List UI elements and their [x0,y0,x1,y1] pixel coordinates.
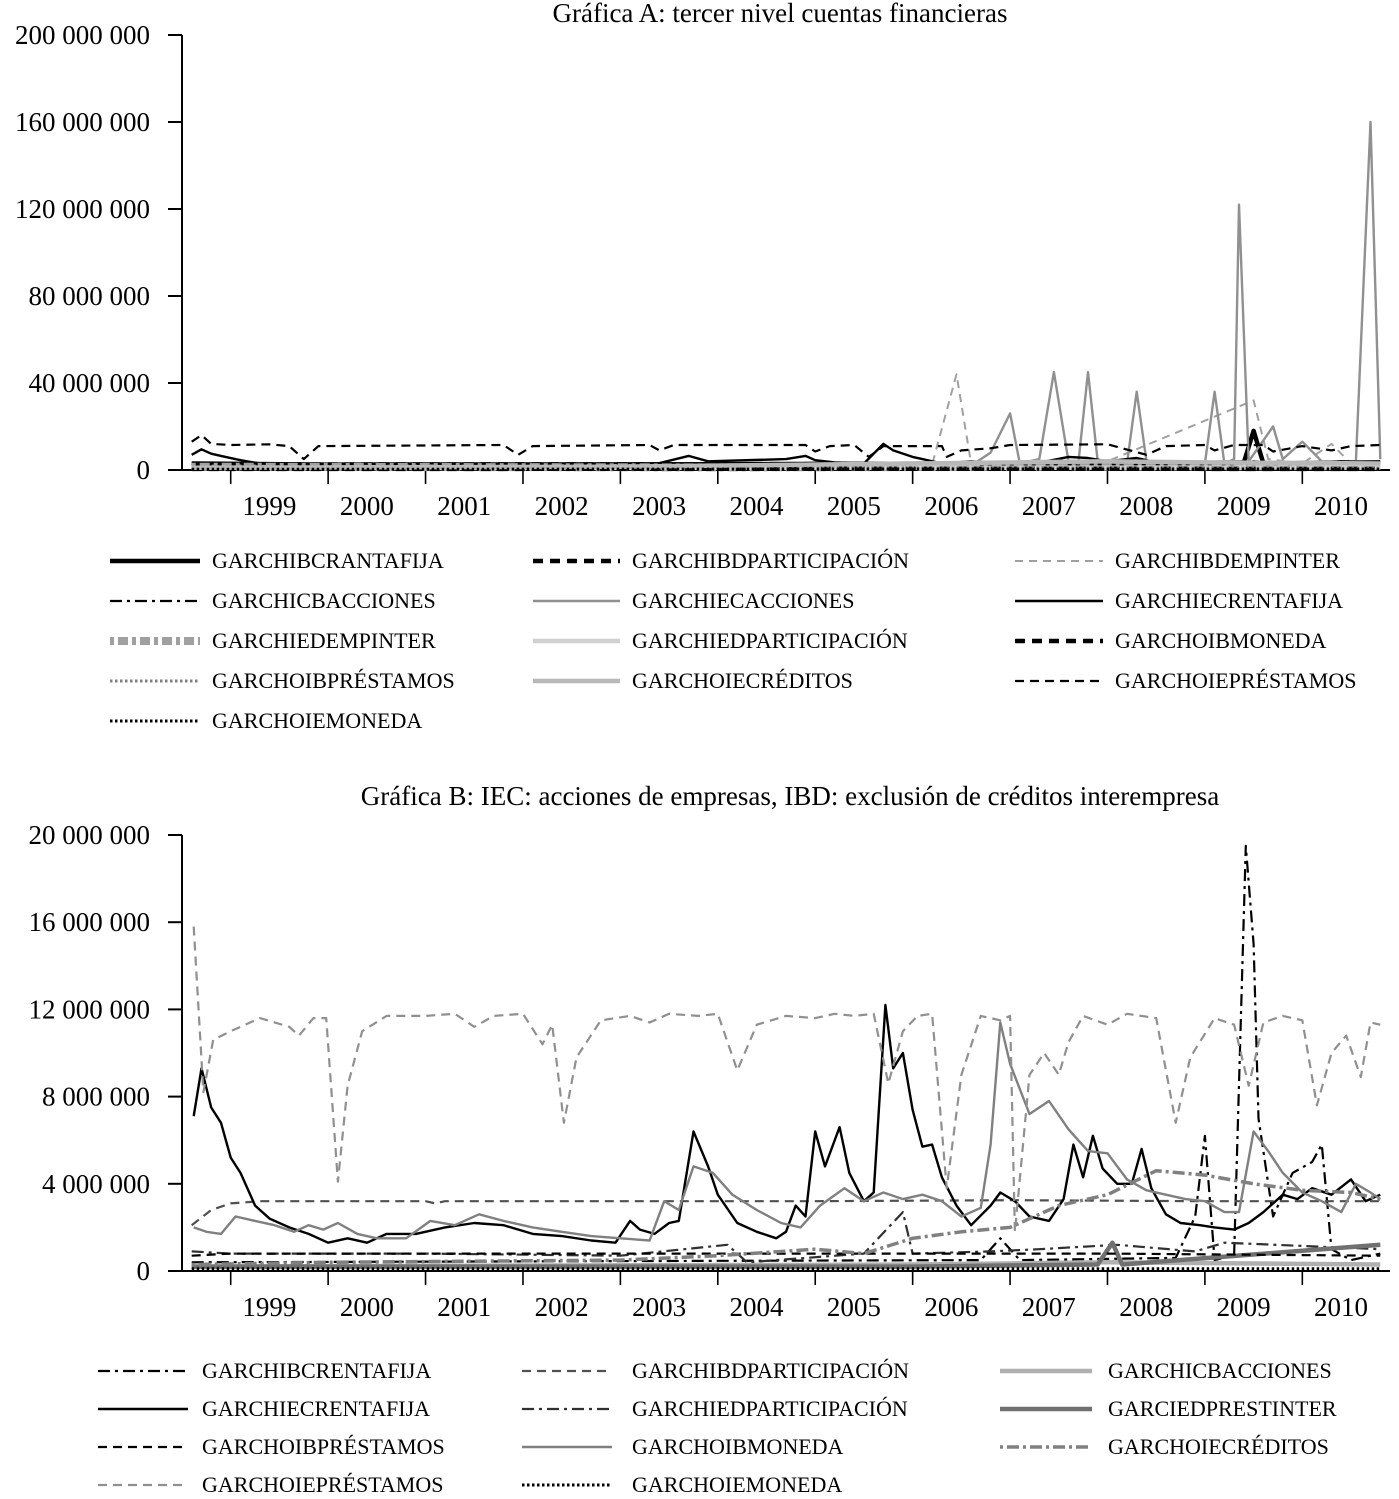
chart-b-x-tick-label: 2010 [1314,1292,1369,1322]
chart-a-legend-label: GARCHIBCRANTAFIJA [212,548,444,573]
chart-b-x-tick-label: 2002 [534,1292,589,1322]
chart-a-x-tick-label: 2004 [729,491,784,521]
chart-a [15,0,1390,733]
chart-b-y-tick-label: 20 000 000 [28,820,150,850]
chart-a-x-tick-label: 2008 [1119,491,1174,521]
chart-b-series-garchibdparticipacion [192,1200,1381,1225]
chart-b-legend-label: GARCHIEDPARTICIPACIÓN [632,1396,908,1421]
chart-a-legend-label: GARCHIECRENTAFIJA [1115,588,1344,613]
chart-b-legend-label: GARCHIBCRENTAFIJA [202,1358,432,1383]
chart-a-legend-label: GARCHOIEPRÉSTAMOS [1115,668,1357,693]
chart-a-x-tick-label: 2001 [437,491,492,521]
chart-a-x-tick-label: 2009 [1216,491,1271,521]
chart-a-y-tick-label: 80 000 000 [28,281,150,311]
chart-a-x-tick-label: 2003 [632,491,687,521]
chart-a-x-tick-label: 2010 [1314,491,1369,521]
chart-a-legend-label: GARCHIBDPARTICIPACIÓN [632,548,909,573]
chart-b-x-tick-label: 2001 [437,1292,492,1322]
chart-b-series-garchoibmoneda [194,1023,1381,1241]
chart-b-x-tick-label: 2007 [1021,1292,1076,1322]
chart-b-legend-label: GARCHOIBPRÉSTAMOS [202,1434,445,1459]
chart-b-y-tick-label: 12 000 000 [28,994,150,1025]
chart-b-legend-label: GARCHOIEPRÉSTAMOS [202,1472,444,1497]
chart-a-legend [110,548,1357,733]
chart-a-series-garchoieprestamos [192,435,1381,459]
chart-a-y-tick-label: 200 000 000 [15,20,150,50]
chart-b-series-group [192,846,1381,1269]
chart-b-legend-label: GARCHICBACCIONES [1108,1358,1332,1383]
chart-b-legend-label: GARCIEDPRESTINTER [1108,1396,1337,1421]
chart-a-series-group [192,122,1381,469]
chart-a-series-garchibdempinter [192,374,1381,465]
chart-a-legend-label: GARCHIEDEMPINTER [212,628,436,653]
chart-a-x-tick-label: 2005 [826,491,881,521]
chart-a-legend-label: GARCHIECACCIONES [632,588,855,613]
chart-a-x-tick-label: 2006 [924,491,979,521]
chart-a-title: Gráfica A: tercer nivel cuentas financieras [552,0,1008,28]
chart-b-x-tick-label: 2008 [1119,1292,1174,1322]
chart-b-title: Gráfica B: IEC: acciones de empresas, IBD: exclusión de créditos interempresa [360,781,1220,811]
chart-a-legend-label: GARCHOIBMONEDA [1115,628,1327,653]
chart-b-x-tick-label: 2005 [826,1292,881,1322]
chart-a-y-tick-label: 0 [136,455,150,485]
chart-b-y-tick-label: 16 000 000 [28,907,150,938]
chart-a-legend-label: GARCHOIEMONEDA [212,708,423,733]
chart-a-legend-label: GARCHOIECRÉDITOS [632,668,853,693]
chart-b-y-tick-label: 8 000 000 [42,1081,150,1112]
chart-a-x-tick-label: 2007 [1021,491,1076,521]
chart-b-y-tick-label: 0 [136,1256,150,1286]
chart-a-x-tick-label: 2002 [534,491,589,521]
chart-b-series-garchiecrentafija [194,1005,1381,1243]
chart-a-legend-label: GARCHOIBPRÉSTAMOS [212,668,455,693]
chart-b-x-tick-label: 2004 [729,1292,784,1322]
chart-b-x-tick-label: 2000 [339,1292,394,1322]
chart-a-x-tick-label: 2000 [339,491,394,521]
chart-a-y-tick-label: 40 000 000 [28,368,150,398]
chart-b-series-garchoieprestamos [194,927,1381,1232]
chart-a-legend-label: GARCHIEDPARTICIPACIÓN [632,628,908,653]
chart-b-x-tick-label: 2006 [924,1292,979,1322]
chart-b-x-tick-label: 2009 [1216,1292,1271,1322]
chart-b-x-tick-label: 1999 [242,1292,297,1322]
chart-b-legend-label: GARCHIECRENTAFIJA [202,1396,431,1421]
chart-b-legend [98,1358,1337,1497]
chart-a-y-tick-label: 120 000 000 [15,194,150,224]
chart-a-legend-label: GARCHICBACCIONES [212,588,436,613]
chart-b-legend-label: GARCHOIEMONEDA [632,1472,843,1497]
chart-a-series-garchiecacciones [192,122,1381,467]
chart-b-legend-label: GARCHOIECRÉDITOS [1108,1434,1329,1459]
chart-b-legend-label: GARCHOIBMONEDA [632,1434,844,1459]
chart-b [29,781,1391,1497]
chart-a-y-tick-label: 160 000 000 [15,107,150,137]
chart-a-x-tick-label: 1999 [242,491,297,521]
chart-b-legend-label: GARCHIBDPARTICIPACIÓN [632,1358,909,1383]
chart-b-y-tick-label: 4 000 000 [42,1168,150,1199]
chart-b-x-tick-label: 2003 [632,1292,687,1322]
chart-a-legend-label: GARCHIBDEMPINTER [1115,548,1340,573]
